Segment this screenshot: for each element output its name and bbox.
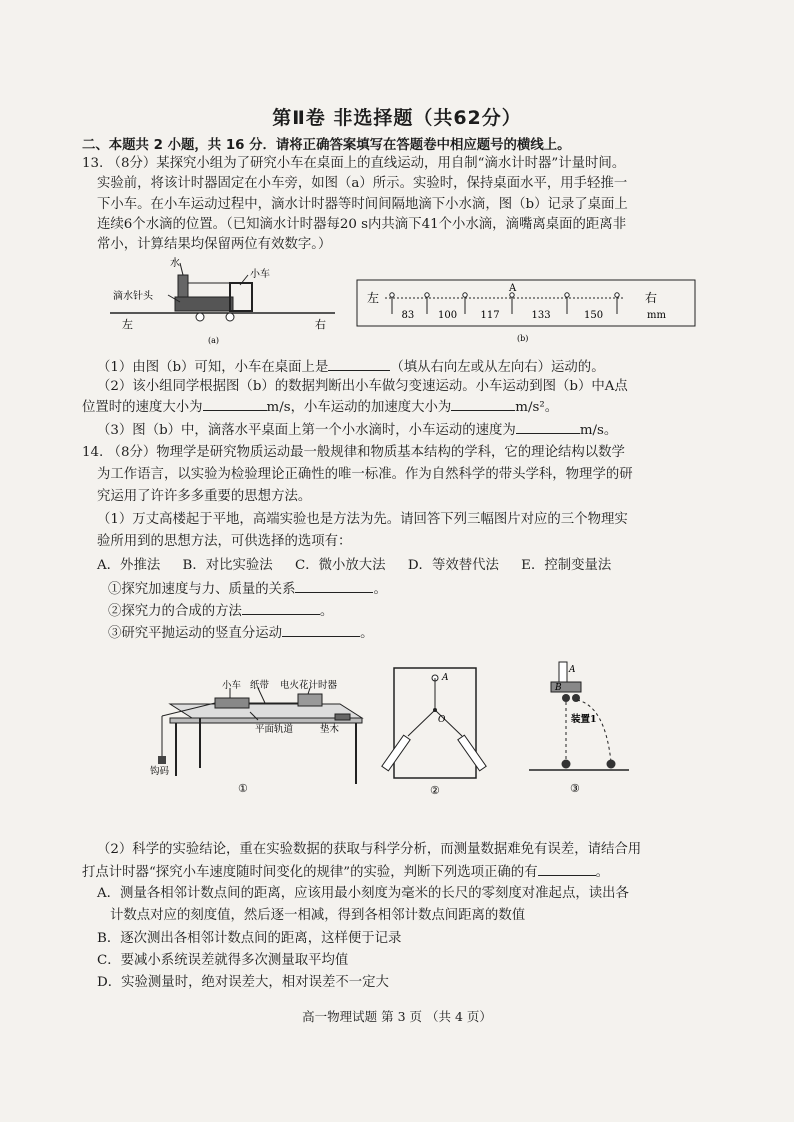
answer-blank-5[interactable]: [295, 579, 373, 593]
distance-label: 117: [480, 310, 500, 321]
fig3-device-label: 装置1: [571, 714, 597, 725]
answer-blank-1[interactable]: [328, 357, 390, 371]
q13-part2b: 位置时的速度大小为 m/s，小车运动的加速度大小为 m/s²。: [82, 397, 558, 418]
q14-sub2a: （2）科学的实验结论，重在实验数据的获取与科学分析，而测量数据难免有误差，请结合用: [97, 842, 642, 857]
fig3-b-label: B: [555, 683, 562, 693]
figa-right-label: 右: [315, 318, 326, 331]
water-drop: [390, 293, 394, 297]
figb-caption: (b): [517, 334, 529, 343]
item-3: ③研究平抛运动的竖直分运动 。: [108, 623, 373, 644]
answer-blank-8[interactable]: [538, 862, 596, 876]
unit-label: mm: [647, 310, 666, 321]
fig2-o-label: O: [438, 715, 446, 725]
fig1-tape-label: 纸带: [250, 680, 270, 691]
choice-a-line2: 计数点对应的刻度值，然后逐一相减，得到各相邻计数点间距离的数值: [110, 908, 526, 923]
figa-left-label: 左: [122, 318, 133, 331]
item-1: ①探究加速度与力、质量的关系 。: [108, 579, 387, 600]
water-drop: [565, 293, 569, 297]
answer-blank-2[interactable]: [203, 397, 267, 411]
answer-blank-7[interactable]: [282, 623, 360, 637]
q14-sub1a: （1）万丈高楼起于平地，高端实验也是方法为先。请回答下列三幅图片对应的三个物理实: [97, 512, 628, 527]
point-a-label: A: [509, 283, 517, 294]
q13-line5: 常小，计算结果均保留两位有效数字。）: [97, 237, 332, 252]
option-d: D．等效替代法: [407, 558, 499, 573]
water-drop: [463, 293, 467, 297]
fig1-number: ①: [238, 782, 248, 795]
figure-a: [110, 255, 340, 350]
q13-line4: 连续6个水滴的位置。（已知滴水计时器每20 s内共滴下41个小水滴，滴嘴离桌面的距离非: [97, 217, 627, 232]
water-label: 水: [170, 258, 180, 269]
choice-d: D．实验测量时，绝对误差大，相对误差不一定大: [97, 975, 389, 990]
item-2: ②探究力的合成的方法 。: [108, 601, 333, 622]
q13-line2: 实验前，将该计时器固定在小车旁，如图（a）所示。实验时，保持桌面水平，用手轻推一: [97, 176, 628, 191]
option-a: A．外推法: [97, 558, 161, 573]
distance-labels: [402, 310, 604, 321]
q14-sub1b: 验所用到的思想方法，可供选择的选项有：: [97, 534, 352, 549]
figure-2: [380, 664, 490, 799]
fig3-a-label: A: [569, 665, 576, 675]
fig1-track-label: 平面轨道: [255, 724, 294, 735]
fig2-a-label: A: [442, 673, 449, 683]
distance-label: 100: [438, 310, 458, 321]
car-label: 小车: [250, 269, 270, 280]
figure-b: [355, 278, 700, 348]
fig2-number: ②: [430, 784, 440, 797]
choice-a-line1: A．测量各相邻计数点间的距离，应该用最小刻度为毫米的长尺的零刻度对准起点，读出各: [97, 886, 629, 901]
fig1-hook-label: 钩码: [150, 766, 170, 777]
q13-line1: 13. （8分）某探究小组为了研究小车在桌面上的直线运动，用自制“滴水计时器”计量时间。: [82, 156, 626, 171]
figure-1: [140, 676, 380, 796]
q14-line3: 究运用了许许多多重要的思想方法。: [97, 489, 312, 504]
section-title: 第Ⅱ卷 非选择题（共62分）: [272, 107, 522, 129]
option-e: E．控制变量法: [521, 558, 612, 573]
choice-b: B．逐次测出各相邻计数点间的距离，这样便于记录: [97, 931, 402, 946]
q13-line3: 下小车。在小车运动过程中，滴水计时器等时间间隔地滴下小水滴，图（b）记录了桌面上: [97, 197, 628, 212]
answer-blank-4[interactable]: [516, 420, 580, 434]
water-drop: [615, 293, 619, 297]
distance-label: 133: [531, 310, 551, 321]
q13-part3: （3）图（b）中，滴落水平桌面上第一个小水滴时，小车运动的速度为 m/s。: [97, 420, 617, 441]
fig1-block-label: 垫木: [320, 724, 340, 735]
fig1-timer-label: 电火花计时器: [280, 680, 338, 691]
option-list: [97, 556, 629, 576]
nozzle-label: 滴水针头: [113, 291, 153, 302]
q14-line1: 14. （8分）物理学是研究物质运动最一般规律和物质基本结构的学科，它的理论结构以数学: [82, 445, 625, 460]
figure-3: [525, 658, 635, 800]
figb-right-label: 右: [645, 291, 658, 305]
q14-line2: 为工作语言，以实验为检验理论正确性的唯一标准。作为自然科学的带头学科，物理学的研: [97, 467, 633, 482]
fig3-number: ③: [570, 782, 580, 795]
answer-blank-6[interactable]: [242, 601, 320, 615]
q14-sub2b: 打点计时器“探究小车速度随时间变化的规律”的实验，判断下列选项正确的有 。: [82, 862, 609, 883]
distance-label: 83: [401, 310, 415, 321]
figb-left-label: 左: [367, 291, 380, 305]
figa-caption: (a): [208, 336, 220, 345]
water-drop: [425, 293, 429, 297]
page-footer: 高一物理试题 第 3 页 （共 4 页）: [302, 1009, 492, 1024]
section-instruction: 二、本题共 2 小题，共 16 分．请将正确答案填写在答题卷中相应题号的横线上。: [82, 138, 571, 153]
option-c: C．微小放大法: [294, 558, 386, 573]
q13-part2a: （2）该小组同学根据图（b）的数据判断出小车做匀变速运动。小车运动到图（b）中A点: [97, 379, 628, 394]
fig1-car-label: 小车: [222, 680, 242, 691]
choice-c: C．要减小系统误差就得多次测量取平均值: [97, 953, 349, 968]
distance-label: 150: [584, 310, 604, 321]
q13-part1: （1）由图（b）可知，小车在桌面上是 （填从右向左或从左向右）运动的。: [97, 357, 605, 378]
answer-blank-3[interactable]: [451, 397, 515, 411]
option-b: B．对比实验法: [182, 558, 273, 573]
